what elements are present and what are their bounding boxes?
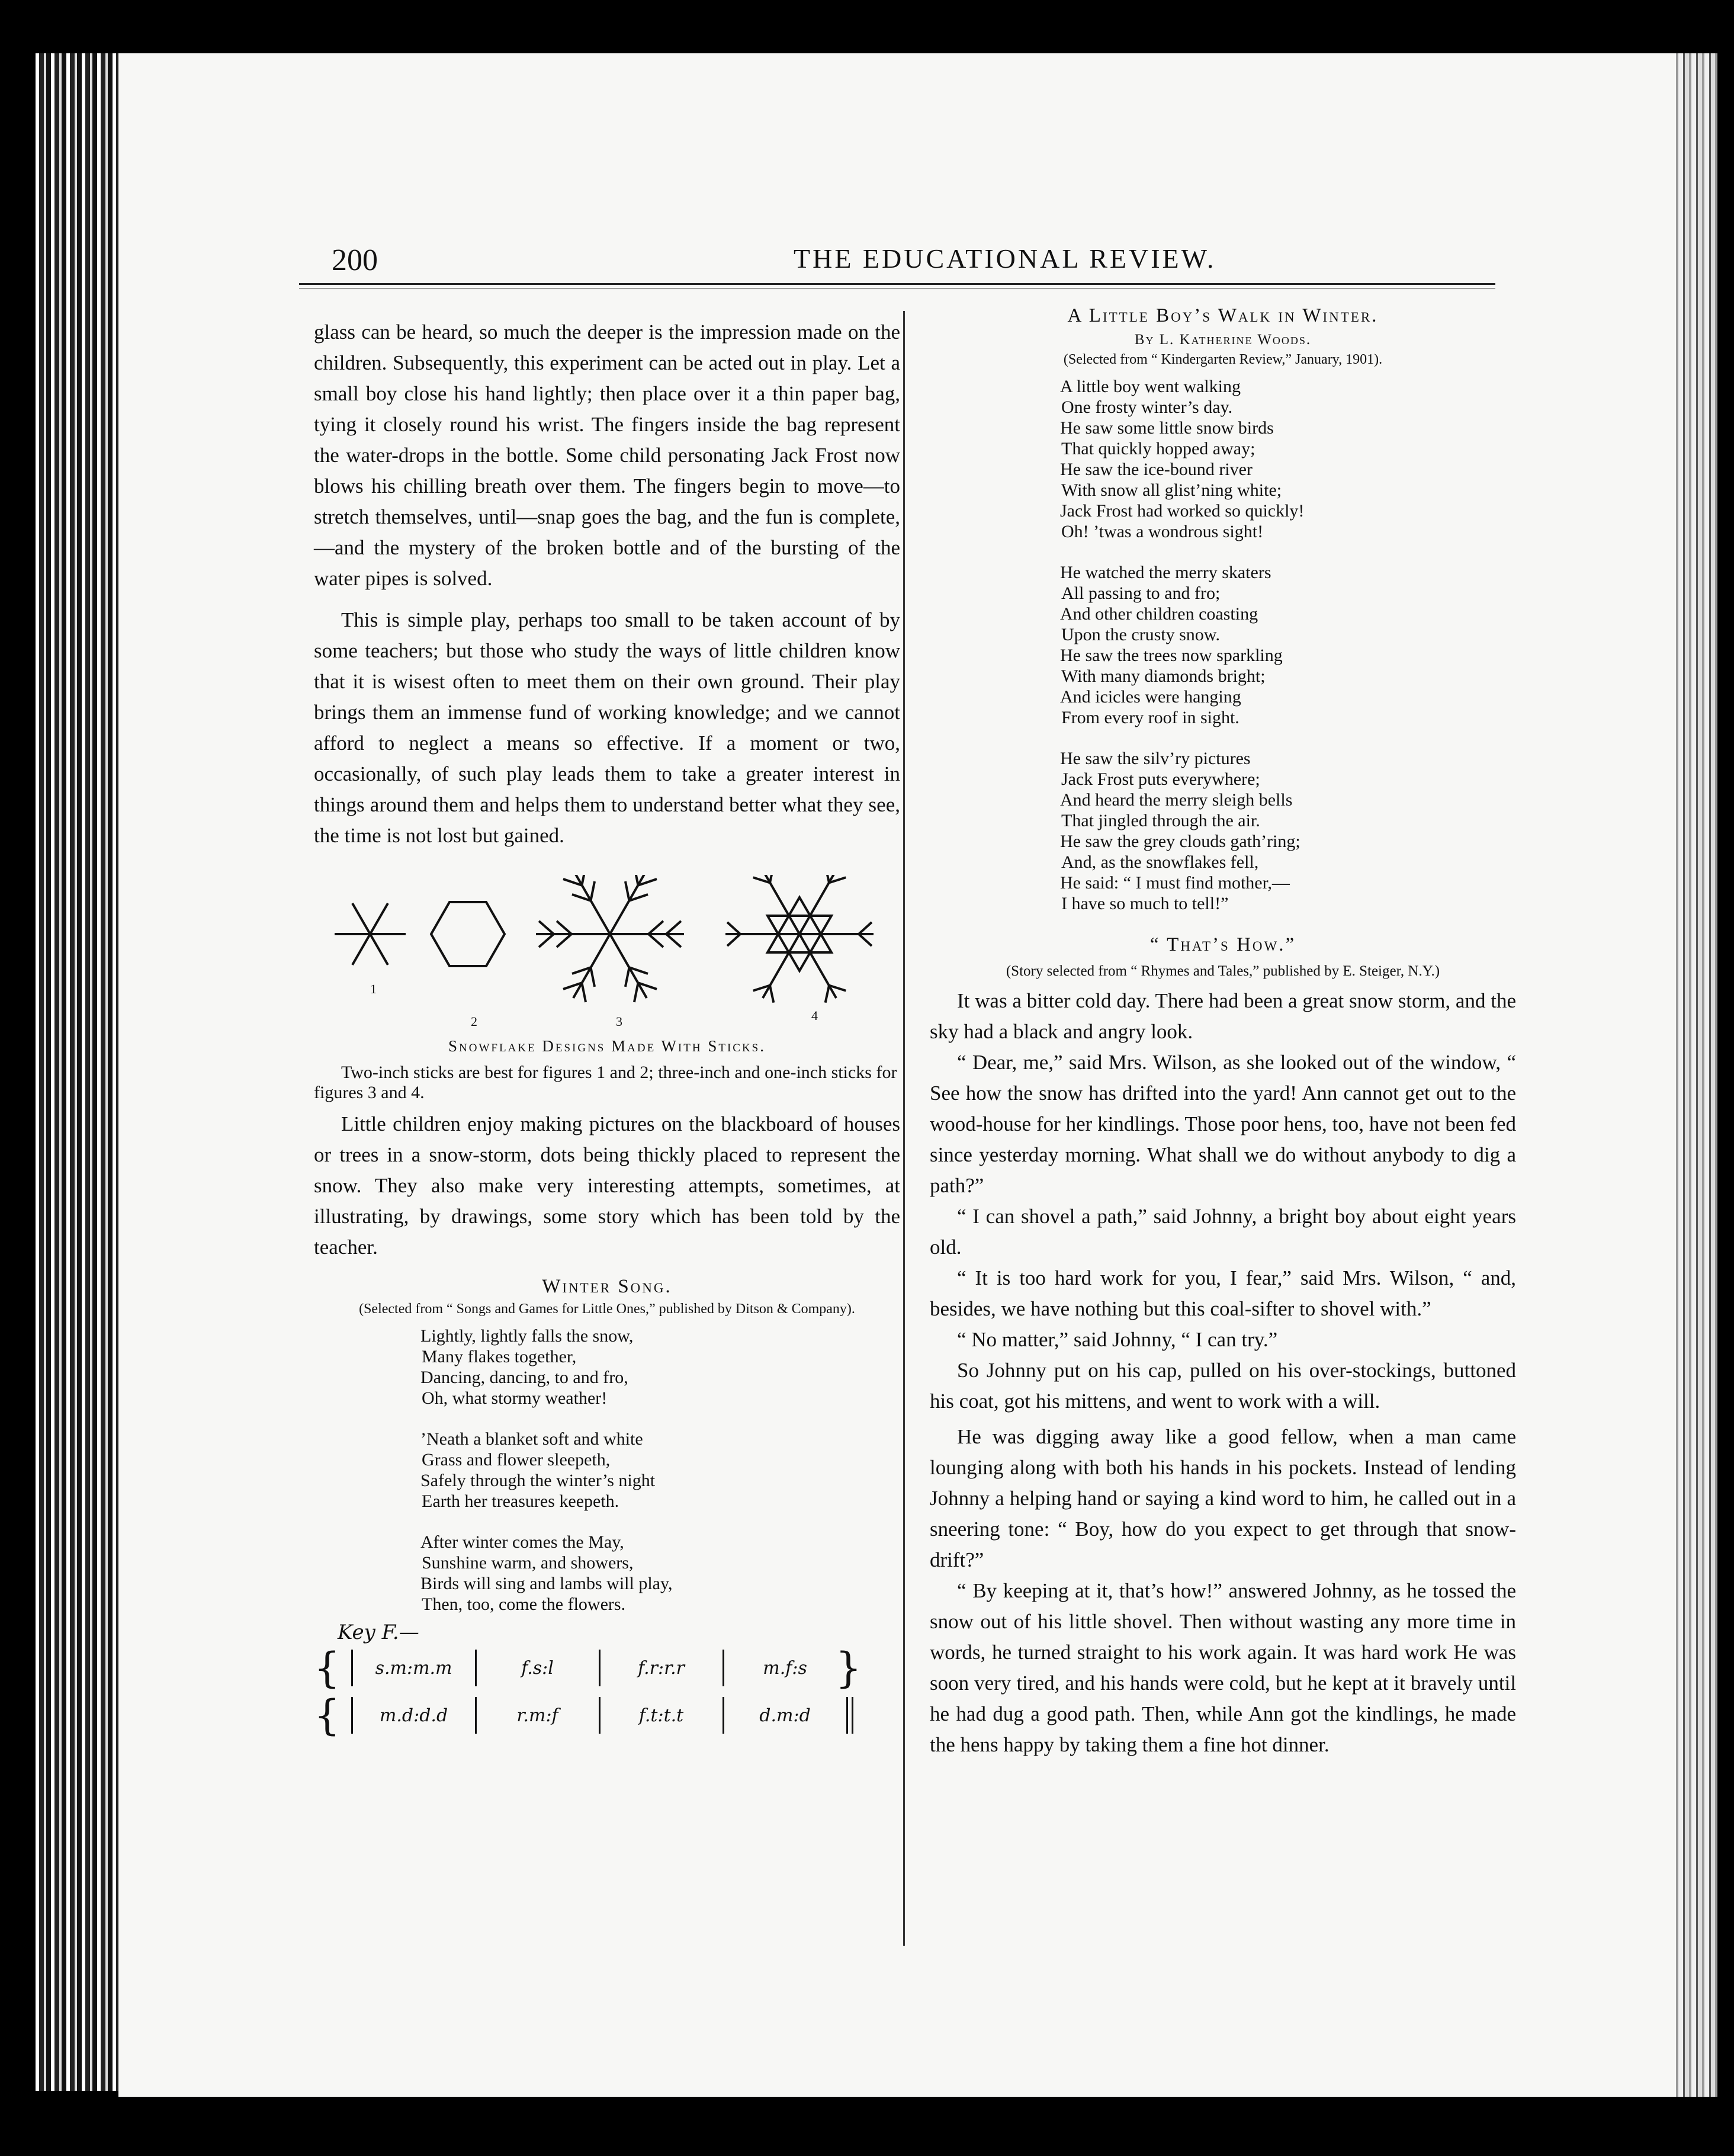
snowflake-diagram bbox=[314, 875, 900, 1035]
story-paragraph: “ I can shovel a path,” said Johnny, a bright boy about eight years old. bbox=[930, 1205, 1516, 1259]
snowflake-figures bbox=[314, 875, 900, 1035]
poem-line: After winter comes the May, bbox=[420, 1532, 624, 1552]
poem-line: Dancing, dancing, to and fro, bbox=[420, 1368, 628, 1387]
poem-line: He saw the silv’ry pictures bbox=[1060, 749, 1251, 768]
page-number: 200 bbox=[332, 243, 378, 277]
poem-line: ’Neath a blanket soft and white bbox=[420, 1429, 643, 1449]
page-header bbox=[213, 243, 1498, 278]
poem-line: Lightly, lightly falls the snow, bbox=[420, 1326, 634, 1346]
poem-line: Birds will sing and lambs will play, bbox=[420, 1574, 673, 1593]
figure-label-3: 3 bbox=[616, 1014, 622, 1029]
book-spine-edge bbox=[36, 53, 118, 2091]
story-paragraph: “ It is too hard work for you, I fear,” said Mrs. Wilson, “ and, besides, we have nothing but this coal-sifter to shovel with.” bbox=[930, 1266, 1516, 1320]
music-key: Key F.— bbox=[338, 1621, 419, 1644]
poem-line: I have so much to tell!” bbox=[1061, 894, 1229, 913]
story-paragraph: “ By keeping at it, that’s how!” answered Johnny, as he tossed the snow out of his little shovel. Then without wasting any more time in words, he turned straight to his work again. It was hard work He was soon very tired, and his hands were cold, but he kept at it bravely until he had dug a good path. Then, while Ann got the kindlings, he made the hens happy by taking them a fine hot dinner. bbox=[930, 1579, 1516, 1756]
story-credit: (Story selected from “ Rhymes and Tales,” published by E. Steiger, N.Y.) bbox=[1006, 963, 1440, 979]
poem-line: One frosty winter’s day. bbox=[1061, 397, 1233, 417]
poem-line: He saw the trees now sparkling bbox=[1060, 646, 1283, 665]
story-paragraph: So Johnny put on his cap, pulled on his over-stockings, buttoned his coat, got his mittens, and went to work with a will. bbox=[930, 1359, 1516, 1413]
snowflake-figure-2 bbox=[431, 902, 505, 966]
music-cell: m.f:s bbox=[763, 1657, 807, 1679]
poem-line: A little boy went walking bbox=[1060, 377, 1241, 396]
page-stack-edge bbox=[1676, 53, 1717, 2097]
figure-caption: Snowflake Designs Made With Sticks. bbox=[448, 1037, 766, 1055]
left-column bbox=[314, 317, 900, 1739]
poem-line: And other children coasting bbox=[1060, 604, 1258, 624]
poem-line: Earth her treasures keepeth. bbox=[422, 1491, 619, 1511]
poem-line: He watched the merry skaters bbox=[1060, 563, 1271, 582]
poem-line: And icicles were hanging bbox=[1060, 687, 1241, 707]
column-divider bbox=[903, 311, 905, 1946]
music-cell: m.d:d.d bbox=[379, 1705, 448, 1726]
poem-line: Safely through the winter’s night bbox=[420, 1471, 656, 1490]
story-paragraph: “ Dear, me,” said Mrs. Wilson, as she looked out of the window, “ See how the snow has drifted into the yard! Ann cannot get out to the wood-house for her kindlings. Those poor hens, too, have not been fed since yesterday morning. What shall we do without anybody to dig a path?” bbox=[930, 1051, 1516, 1197]
story-paragraph: It was a bitter cold day. There had been a great snow storm, and the sky had a black and angry look. bbox=[930, 989, 1516, 1043]
winter-song-credit: (Selected from “ Songs and Games for Little Ones,” published by Ditson & Company). bbox=[359, 1301, 855, 1317]
music-row-2 bbox=[314, 1692, 900, 1739]
body-paragraph: glass can be heard, so much the deeper is the impression made on the children. Subsequently, this experiment can be acted out in play. Let a small boy close his hand lightly; then place over it a thin paper bag, tying it closely round his wrist. The fingers inside the bag represent the water-drops in the bottle. Some child personating Jack Frost now blows his chilling breath over them. The fingers begin to move—to stretch themselves, until—snap goes the bag, and the fun is complete,—and the mystery of the broken bottle and of the bursting of the water pipes is solved. bbox=[314, 320, 900, 590]
poem-line: Jack Frost puts everywhere; bbox=[1061, 769, 1260, 789]
figure-label-1: 1 bbox=[370, 981, 377, 996]
snowflake-figure-1 bbox=[335, 903, 406, 965]
poem-author: By L. Katherine Woods. bbox=[1134, 332, 1312, 348]
music-cell: f.t:t.t bbox=[638, 1705, 684, 1726]
right-column bbox=[930, 305, 1516, 1760]
body-paragraph: This is simple play, perhaps too small to be taken account of by some teachers; but those who study the ways of little children know that it is wisest often to meet them on their own ground. Their play brings them an immense fund of working knowledge; and we cannot afford to neglect a means so effective. If a moment or two, occasionally, of such play leads them to take a greater interest in things around them and helps them to understand better what they see, the time is not lost but gained. bbox=[314, 608, 900, 847]
poem-stanza bbox=[1060, 376, 1516, 542]
bar-line bbox=[722, 1650, 724, 1686]
music-row-1 bbox=[314, 1644, 900, 1692]
music-cell: f.r:r.r bbox=[638, 1657, 685, 1679]
music-cell: r.m:f bbox=[516, 1705, 558, 1726]
poem-line: And, as the snowflakes fell, bbox=[1061, 852, 1259, 872]
poem-line: Oh! ’twas a wondrous sight! bbox=[1061, 522, 1264, 541]
bar-line bbox=[852, 1697, 853, 1734]
poem-stanza bbox=[420, 1532, 900, 1615]
poem-line: Upon the crusty snow. bbox=[1061, 625, 1221, 644]
music-cell: s.m:m.m bbox=[375, 1657, 452, 1679]
poem-line: With snow all glist’ning white; bbox=[1061, 480, 1282, 500]
figure-label-4: 4 bbox=[811, 1008, 818, 1023]
poem-credit: (Selected from “ Kindergarten Review,” January, 1901). bbox=[1063, 352, 1383, 367]
poem-line: Grass and flower sleepeth, bbox=[422, 1450, 611, 1470]
poem-line: He saw some little snow birds bbox=[1060, 418, 1274, 438]
brace-glyph: { bbox=[314, 1644, 341, 1692]
music-cell: d.m:d bbox=[759, 1705, 811, 1726]
poem-line: That quickly hopped away; bbox=[1061, 439, 1255, 458]
poem-line: Then, too, come the flowers. bbox=[422, 1594, 626, 1614]
poem-stanza bbox=[420, 1429, 900, 1512]
poem-line: He saw the grey clouds gath’ring; bbox=[1060, 832, 1300, 851]
poem-line: That jingled through the air. bbox=[1061, 811, 1260, 830]
snowflake-figure-4 bbox=[725, 875, 874, 1003]
music-cell: f.s:l bbox=[521, 1657, 554, 1679]
bar-line bbox=[351, 1650, 353, 1686]
poem-line: Many flakes together, bbox=[422, 1347, 577, 1366]
poem-line: From every roof in sight. bbox=[1061, 708, 1240, 727]
bar-line bbox=[475, 1697, 477, 1734]
poem-stanza bbox=[1060, 562, 1516, 728]
figure-note: Two-inch sticks are best for figures 1 and 2; three-inch and one-inch sticks for figures 3 and 4. bbox=[314, 1063, 897, 1102]
snowflake-figure-3 bbox=[536, 875, 684, 1002]
poem-line: Sunshine warm, and showers, bbox=[422, 1553, 634, 1573]
poem-stanza bbox=[420, 1326, 900, 1409]
poem-line: Jack Frost had worked so quickly! bbox=[1060, 501, 1305, 521]
bar-line bbox=[599, 1650, 601, 1686]
walk-in-winter-poem bbox=[1060, 376, 1516, 914]
sol-fa-notation bbox=[314, 1621, 900, 1739]
poem-line: He said: “ I must find mother,— bbox=[1060, 873, 1290, 893]
figure-label-2: 2 bbox=[471, 1014, 477, 1029]
header-rule bbox=[299, 283, 1495, 285]
bar-line bbox=[722, 1697, 724, 1734]
winter-song-title: Winter Song. bbox=[542, 1276, 672, 1297]
poem-title: A Little Boy’s Walk in Winter. bbox=[1067, 305, 1379, 326]
story-title: “ That’s How.” bbox=[1149, 934, 1296, 955]
poem-line: With many diamonds bright; bbox=[1061, 666, 1266, 686]
bar-line bbox=[599, 1697, 601, 1734]
poem-line: He saw the ice-bound river bbox=[1060, 460, 1253, 479]
body-paragraph: Little children enjoy making pictures on the blackboard of houses or trees in a snow-storm, dots being thickly placed to represent the snow. They also make very interesting attempts, sometimes, at illustrating, by drawings, some story which has been told by the teacher. bbox=[314, 1112, 900, 1259]
bar-line bbox=[475, 1650, 477, 1686]
poem-stanza bbox=[1060, 748, 1516, 914]
story-body bbox=[930, 986, 1516, 1760]
story-paragraph: He was digging away like a good fellow, when a man came lounging along with both his hands in his pockets. Instead of lending Johnny a helping hand or saying a kind word to him, he called out in a sneering tone: “ Boy, how do you expect to get through that snow-drift?” bbox=[930, 1425, 1516, 1571]
journal-title: THE EDUCATIONAL REVIEW. bbox=[794, 243, 1216, 274]
bar-line bbox=[351, 1697, 353, 1734]
winter-song-poem bbox=[420, 1326, 900, 1615]
story-paragraph: “ No matter,” said Johnny, “ I can try.” bbox=[957, 1328, 1278, 1351]
brace-glyph: } bbox=[835, 1644, 862, 1692]
bar-line bbox=[846, 1697, 848, 1734]
poem-line: All passing to and fro; bbox=[1061, 583, 1221, 603]
poem-line: Oh, what stormy weather! bbox=[422, 1388, 608, 1408]
brace-glyph: { bbox=[314, 1691, 341, 1740]
poem-line: And heard the merry sleigh bells bbox=[1060, 790, 1293, 810]
